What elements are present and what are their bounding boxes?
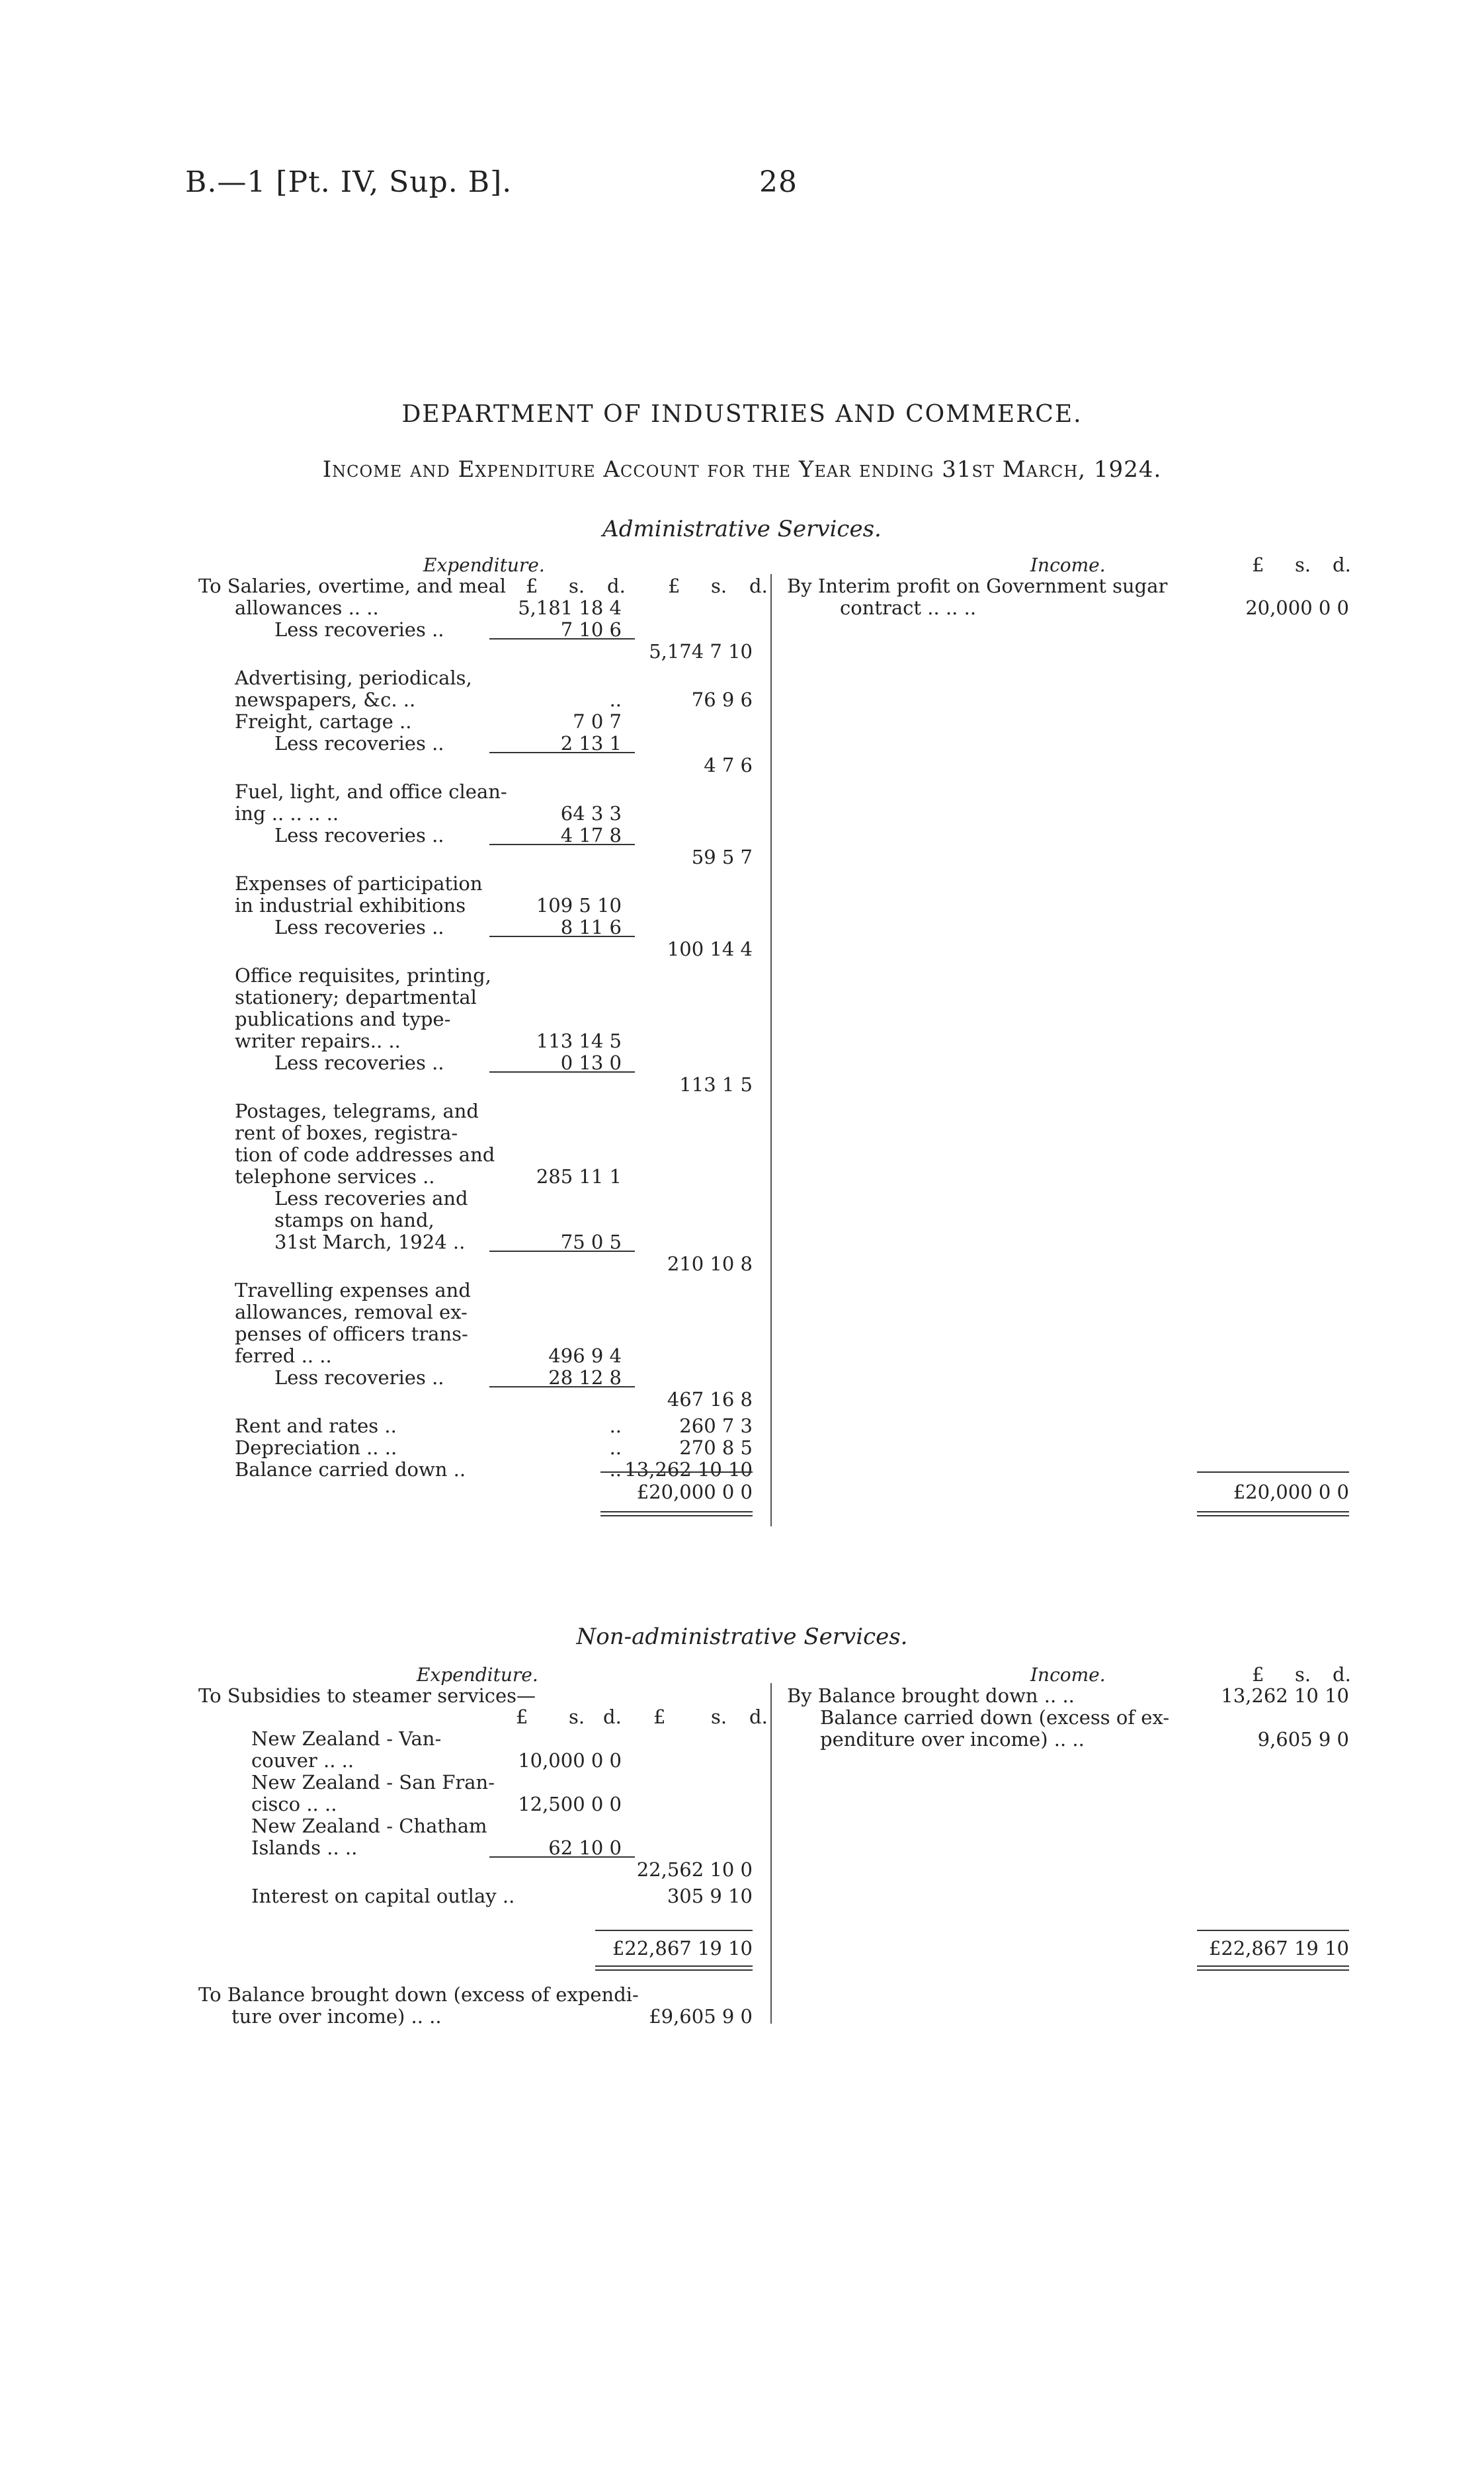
admin-section-title: Administrative Services.: [602, 516, 882, 542]
nonadmin-total-pence-header: d.: [749, 1706, 768, 1728]
admin-exp-line: [198, 575, 767, 597]
nonadmin-exp-line-text: New Zealand - Chatham: [251, 1815, 487, 1837]
admin-exp-line: [198, 619, 767, 641]
admin-exp-line-text: writer repairs.. ..: [235, 1030, 401, 1052]
admin-exp-line: [198, 667, 767, 689]
admin-exp-line: [198, 1210, 767, 1231]
admin-exp-line: [198, 938, 767, 960]
admin-exp-line-text: ing .. .. .. ..: [235, 802, 339, 825]
admin-exp-line: [198, 965, 767, 987]
admin-inc-line-text: By Interim profit on Government sugar: [787, 575, 1168, 597]
admin-exp-line: [198, 1437, 767, 1459]
nonadmin-inc-total-rule: [1197, 1930, 1349, 1931]
admin-income-heading: Income.: [1030, 554, 1106, 576]
admin-inc-line-amount: 20,000 0 0: [1245, 597, 1349, 619]
admin-exp-line-text: Less recoveries ..: [274, 1052, 444, 1074]
admin-exp-line-total-amount: 59 5 7: [691, 846, 753, 868]
admin-exp-line-total-amount: 467 16 8: [667, 1388, 753, 1411]
nonadmin-income-heading: Income.: [1030, 1664, 1106, 1686]
nonadmin-exp-line-inner-amount: 10,000 0 0: [518, 1749, 622, 1772]
admin-exp-line-inner-amount: 7 0 7: [573, 710, 622, 733]
admin-exp-line-text: Less recoveries ..: [274, 824, 444, 846]
admin-exp-line-text: Less recoveries ..: [274, 732, 444, 755]
admin-total-pence-header: d.: [749, 575, 768, 597]
admin-exp-line-inner-amount: 109 5 10: [536, 894, 622, 917]
admin-inc-line: [787, 597, 1356, 619]
admin-exp-line: [198, 733, 767, 755]
admin-exp-line-text: stamps on hand,: [274, 1209, 434, 1231]
admin-exp-line: [198, 1166, 767, 1188]
admin-exp-line: [198, 987, 767, 1009]
admin-expenditure-heading: Expenditure.: [423, 554, 545, 576]
admin-exp-line-inner-amount: 5,181 18 4: [518, 597, 622, 619]
admin-exp-line: [198, 1009, 767, 1030]
admin-exp-line-subtotal-rule: [489, 1386, 635, 1387]
nonadmin-inc-line: [787, 1685, 1356, 1707]
admin-exp-line: [198, 1052, 767, 1074]
document-title: DEPARTMENT OF INDUSTRIES AND COMMERCE.: [401, 401, 1083, 428]
nonadmin-inc-grand-total: £22,867 19 10: [1208, 1937, 1349, 1960]
admin-exp-line-text: Travelling expenses and: [235, 1279, 471, 1301]
admin-exp-line: [198, 846, 767, 868]
nonadmin-exp-line-text: couver .. ..: [251, 1749, 354, 1772]
admin-exp-line-inner-amount: 2 13 1: [560, 732, 622, 755]
admin-exp-line-text: Advertising, periodicals,: [235, 667, 472, 689]
admin-exp-line-text: Balance carried down ..: [235, 1458, 466, 1481]
nonadmin-exp-line: [198, 1794, 767, 1815]
nonadmin-exp-line: [198, 1815, 767, 1837]
nonadmin-exp-line: [198, 1685, 767, 1707]
nonadmin-inc-line-amount: 9,605 9 0: [1257, 1728, 1349, 1751]
nonadmin-exp-line-inner-amount: 62 10 0: [548, 1836, 622, 1859]
admin-exp-line-subtotal-rule: [489, 844, 635, 845]
admin-exp-line-inner-amount: ..: [609, 1415, 622, 1437]
admin-divider: [770, 574, 772, 1526]
admin-total-shilling-header: s.: [711, 575, 727, 597]
admin-exp-line: [198, 1074, 767, 1096]
admin-exp-line: [198, 1367, 767, 1389]
balance-brought-down-amount: £9,605 9 0: [649, 2005, 753, 2028]
admin-income-shilling-header: s.: [1295, 554, 1311, 576]
nonadmin-exp-line-text: Islands .. ..: [251, 1836, 358, 1859]
admin-income-pound-header: £: [1252, 554, 1264, 576]
admin-exp-line-text: ferred .. ..: [235, 1344, 332, 1367]
admin-exp-line-subtotal-rule: [489, 1071, 635, 1073]
nonadmin-exp-grand-total: £22,867 19 10: [612, 1937, 753, 1960]
admin-exp-line-text: Depreciation .. ..: [235, 1436, 397, 1459]
admin-exp-line-text: To Salaries, overtime, and meal: [198, 575, 506, 597]
admin-exp-line-total-amount: 13,262 10 10: [624, 1458, 753, 1481]
admin-exp-line-total-amount: 5,174 7 10: [649, 640, 753, 663]
admin-exp-line-inner-amount: 496 9 4: [548, 1344, 622, 1367]
nonadmin-exp-line-total-amount: 22,562 10 0: [636, 1858, 753, 1881]
admin-exp-line: [198, 803, 767, 825]
admin-exp-line-inner-amount: ..: [609, 688, 622, 711]
admin-exp-line-text: Less recoveries and: [274, 1187, 468, 1210]
nonadmin-inc-line: [787, 1729, 1356, 1751]
nonadmin-inc-line: [787, 1707, 1356, 1729]
nonadmin-income-shilling-header: s.: [1295, 1663, 1311, 1686]
admin-inc-line-text: contract .. .. ..: [840, 597, 977, 619]
admin-exp-line-subtotal-rule: [489, 936, 635, 937]
page-number: 28: [759, 165, 798, 199]
nonadmin-exp-total-double-rule: [595, 1965, 753, 1971]
admin-exp-line-text: Less recoveries ..: [274, 1366, 444, 1389]
admin-inc-total-double-rule: [1197, 1511, 1349, 1516]
admin-exp-line-text: Expenses of participation: [235, 872, 483, 895]
admin-exp-line-text: Freight, cartage ..: [235, 710, 412, 733]
admin-exp-line-total-amount: 100 14 4: [667, 938, 753, 960]
balance-brought-down-line1: To Balance brought down (excess of expendi-: [198, 1983, 639, 2006]
nonadmin-exp-line-text: Interest on capital outlay ..: [251, 1885, 515, 1907]
admin-exp-line-inner-amount: ..: [609, 1436, 622, 1459]
admin-exp-line-text: 31st March, 1924 ..: [274, 1231, 466, 1253]
admin-exp-line: [198, 1323, 767, 1345]
nonadmin-expenditure-heading: Expenditure.: [417, 1664, 538, 1686]
nonadmin-exp-total-rule: [595, 1930, 753, 1931]
nonadmin-exp-line-subtotal-rule: [489, 1856, 635, 1858]
admin-exp-line-subtotal-rule: [489, 638, 635, 640]
admin-total-pound-header: £: [668, 575, 680, 597]
admin-exp-line-inner-amount: 4 17 8: [560, 824, 622, 846]
admin-exp-line-inner-amount: 0 13 0: [560, 1052, 622, 1074]
nonadmin-exp-line-text: To Subsidies to steamer services—: [198, 1684, 536, 1707]
admin-exp-line: [198, 1122, 767, 1144]
admin-exp-line-inner-amount: 7 10 6: [560, 618, 622, 641]
nonadmin-total-shilling-header: s.: [711, 1706, 727, 1728]
admin-exp-line-text: allowances .. ..: [235, 597, 379, 619]
admin-exp-line-inner-amount: ..: [609, 1458, 622, 1481]
nonadmin-inc-line-text: By Balance brought down .. ..: [787, 1684, 1075, 1707]
admin-exp-line-subtotal-rule: [489, 1251, 635, 1252]
admin-inner-pound-header: £: [526, 575, 538, 597]
admin-exp-line-text: telephone services ..: [235, 1165, 435, 1188]
admin-exp-line-text: allowances, removal ex-: [235, 1301, 468, 1323]
admin-exp-line-inner-amount: 64 3 3: [560, 802, 622, 825]
admin-exp-line-total-amount: 113 1 5: [679, 1073, 753, 1096]
nonadmin-income-pence-header: d.: [1333, 1663, 1351, 1686]
admin-exp-line: [198, 1345, 767, 1367]
admin-exp-line-text: Less recoveries ..: [274, 618, 444, 641]
nonadmin-income-pound-header: £: [1252, 1663, 1264, 1686]
admin-exp-line-inner-amount: 113 14 5: [536, 1030, 622, 1052]
admin-exp-line-total-amount: 210 10 8: [667, 1253, 753, 1275]
nonadmin-exp-line-inner-amount: 12,500 0 0: [518, 1793, 622, 1815]
admin-exp-line: [198, 755, 767, 776]
admin-exp-line-text: stationery; departmental: [235, 986, 477, 1009]
nonadmin-section-title: Non-administrative Services.: [576, 1624, 908, 1650]
admin-exp-line: [198, 1301, 767, 1323]
admin-exp-line: [198, 781, 767, 803]
document-subtitle: Income and Expenditure Account for the Year ending 31st March, 1924.: [322, 456, 1162, 483]
admin-exp-line-text: publications and type-: [235, 1008, 451, 1030]
admin-exp-line-text: Less recoveries ..: [274, 916, 444, 938]
admin-exp-line-inner-amount: 28 12 8: [548, 1366, 622, 1389]
admin-exp-line-text: tion of code addresses and: [235, 1143, 495, 1166]
nonadmin-inc-line-text: Balance carried down (excess of ex-: [820, 1706, 1170, 1729]
nonadmin-inc-line-text: penditure over income) .. ..: [820, 1728, 1085, 1751]
admin-exp-line-text: Rent and rates ..: [235, 1415, 397, 1437]
balance-brought-down-line2: ture over income) .. ..: [231, 2005, 442, 2028]
admin-exp-line: [198, 1389, 767, 1411]
admin-exp-line: [198, 1459, 767, 1481]
nonadmin-inner-pound-header: £: [516, 1706, 528, 1728]
admin-inc-total-rule: [1197, 1471, 1349, 1473]
admin-exp-line-total-amount: 270 8 5: [679, 1436, 753, 1459]
nonadmin-exp-line: [198, 1837, 767, 1859]
admin-exp-total-double-rule: [600, 1511, 753, 1516]
admin-exp-line: [198, 1144, 767, 1166]
admin-exp-line: [198, 1030, 767, 1052]
nonadmin-exp-line: [198, 1728, 767, 1750]
admin-inc-line: [787, 575, 1356, 597]
admin-exp-line-text: Postages, telegrams, and: [235, 1100, 479, 1122]
admin-inc-grand-total: £20,000 0 0: [1233, 1481, 1349, 1503]
admin-exp-line: [198, 1280, 767, 1301]
admin-exp-line-text: penses of officers trans-: [235, 1323, 468, 1345]
admin-exp-line: [198, 895, 767, 917]
nonadmin-inner-pence-header: d.: [603, 1706, 622, 1728]
nonadmin-inc-total-double-rule: [1197, 1965, 1349, 1971]
nonadmin-exp-line-text: New Zealand - Van-: [251, 1727, 442, 1750]
admin-exp-line-text: Fuel, light, and office clean-: [235, 780, 507, 803]
admin-exp-line-total-amount: 4 7 6: [704, 754, 753, 776]
admin-exp-line: [198, 873, 767, 895]
admin-exp-line: [198, 689, 767, 711]
admin-exp-line-inner-amount: 285 11 1: [536, 1165, 622, 1188]
nonadmin-divider: [770, 1683, 772, 2024]
admin-income-pence-header: d.: [1333, 554, 1351, 576]
admin-exp-total-rule: [600, 1471, 753, 1473]
admin-exp-line-subtotal-rule: [489, 752, 635, 753]
admin-exp-line: [198, 1231, 767, 1253]
admin-exp-line-text: newspapers, &c. ..: [235, 688, 416, 711]
admin-exp-line: [198, 825, 767, 846]
admin-inner-shilling-header: s.: [569, 575, 585, 597]
admin-exp-line-text: rent of boxes, registra-: [235, 1122, 458, 1144]
nonadmin-exp-line: [198, 1772, 767, 1794]
page-reference: B.—1 [Pt. IV, Sup. B].: [185, 165, 513, 199]
admin-exp-line-total-amount: 260 7 3: [679, 1415, 753, 1437]
nonadmin-exp-line: [198, 1885, 767, 1907]
nonadmin-exp-line: [198, 1750, 767, 1772]
admin-exp-line-inner-amount: 8 11 6: [560, 916, 622, 938]
admin-exp-line-inner-amount: 75 0 5: [560, 1231, 622, 1253]
admin-exp-line: [198, 641, 767, 663]
admin-exp-line-total-amount: 76 9 6: [691, 688, 753, 711]
admin-exp-line: [198, 1100, 767, 1122]
nonadmin-exp-line: [198, 1859, 767, 1881]
admin-inner-pence-header: d.: [607, 575, 626, 597]
admin-exp-line: [198, 597, 767, 619]
admin-exp-line: [198, 1188, 767, 1210]
admin-exp-line: [198, 711, 767, 733]
nonadmin-total-pound-header: £: [653, 1706, 666, 1728]
admin-exp-line-text: Office requisites, printing,: [235, 964, 491, 987]
admin-exp-line: [198, 1253, 767, 1275]
nonadmin-inner-shilling-header: s.: [569, 1706, 585, 1728]
nonadmin-exp-line-text: cisco .. ..: [251, 1793, 337, 1815]
admin-exp-grand-total: £20,000 0 0: [636, 1481, 753, 1503]
nonadmin-inc-line-amount: 13,262 10 10: [1221, 1684, 1349, 1707]
nonadmin-exp-line-text: New Zealand - San Fran-: [251, 1771, 495, 1794]
admin-exp-line: [198, 917, 767, 938]
nonadmin-exp-line-total-amount: 305 9 10: [667, 1885, 753, 1907]
admin-exp-line-text: in industrial exhibitions: [235, 894, 466, 917]
admin-exp-line: [198, 1415, 767, 1437]
